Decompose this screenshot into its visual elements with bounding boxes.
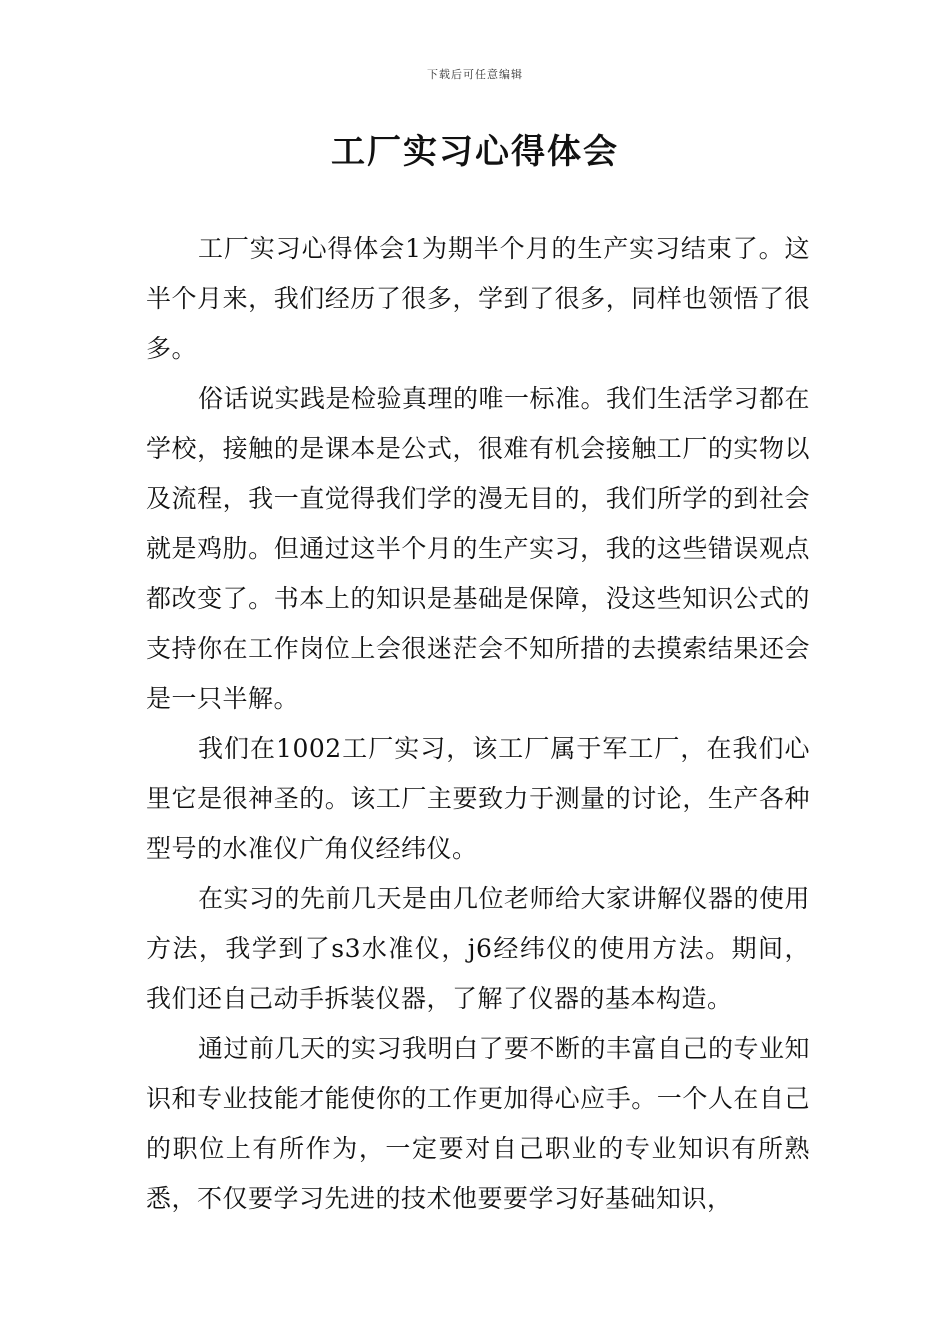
paragraph-3: 我们在1002工厂实习，该工厂属于军工厂，在我们心里它是很神圣的。该工厂主要致力于测量的讨论，生产各种型号的水准仪广角仪经纬仪。: [146, 734, 810, 863]
document-title: 工厂实习心得体会: [331, 132, 619, 172]
paragraph-5: 通过前几天的实习我明白了要不断的丰富自己的专业知识和专业技能才能使你的工作更加得心应手。一个人在自己的职位上有所作为，一定要对自己职业的专业知识有所熟悉，不仅要学习先进的技术他要要学习好基础知识，: [146, 1034, 811, 1213]
paragraph-2: 俗话说实践是检验真理的唯一标准。我们生活学习都在学校，接触的是课本是公式，很难有机会接触工厂的实物以及流程，我一直觉得我们学的漫无目的，我们所学的到社会就是鸡肋。但通过这半个月的生产实习，我的这些错误观点都改变了。书本上的知识是基础是保障，没这些知识公式的支持你在工作岗位上会很迷茫会不知所措的去摸索结果还会是一只半解。: [146, 384, 811, 713]
document-body: [146, 224, 810, 1224]
header-note: 下载后可任意编辑: [427, 68, 523, 81]
paragraph-1: 工厂实习心得体会1为期半个月的生产实习结束了。这半个月来，我们经历了很多，学到了很多，同样也领悟了很多。: [146, 234, 810, 363]
paragraph-4: 在实习的先前几天是由几位老师给大家讲解仪器的使用方法，我学到了s3水准仪，j6经纬仪的使用方法。期间，我们还自己动手拆装仪器，了解了仪器的基本构造。: [146, 884, 811, 1013]
